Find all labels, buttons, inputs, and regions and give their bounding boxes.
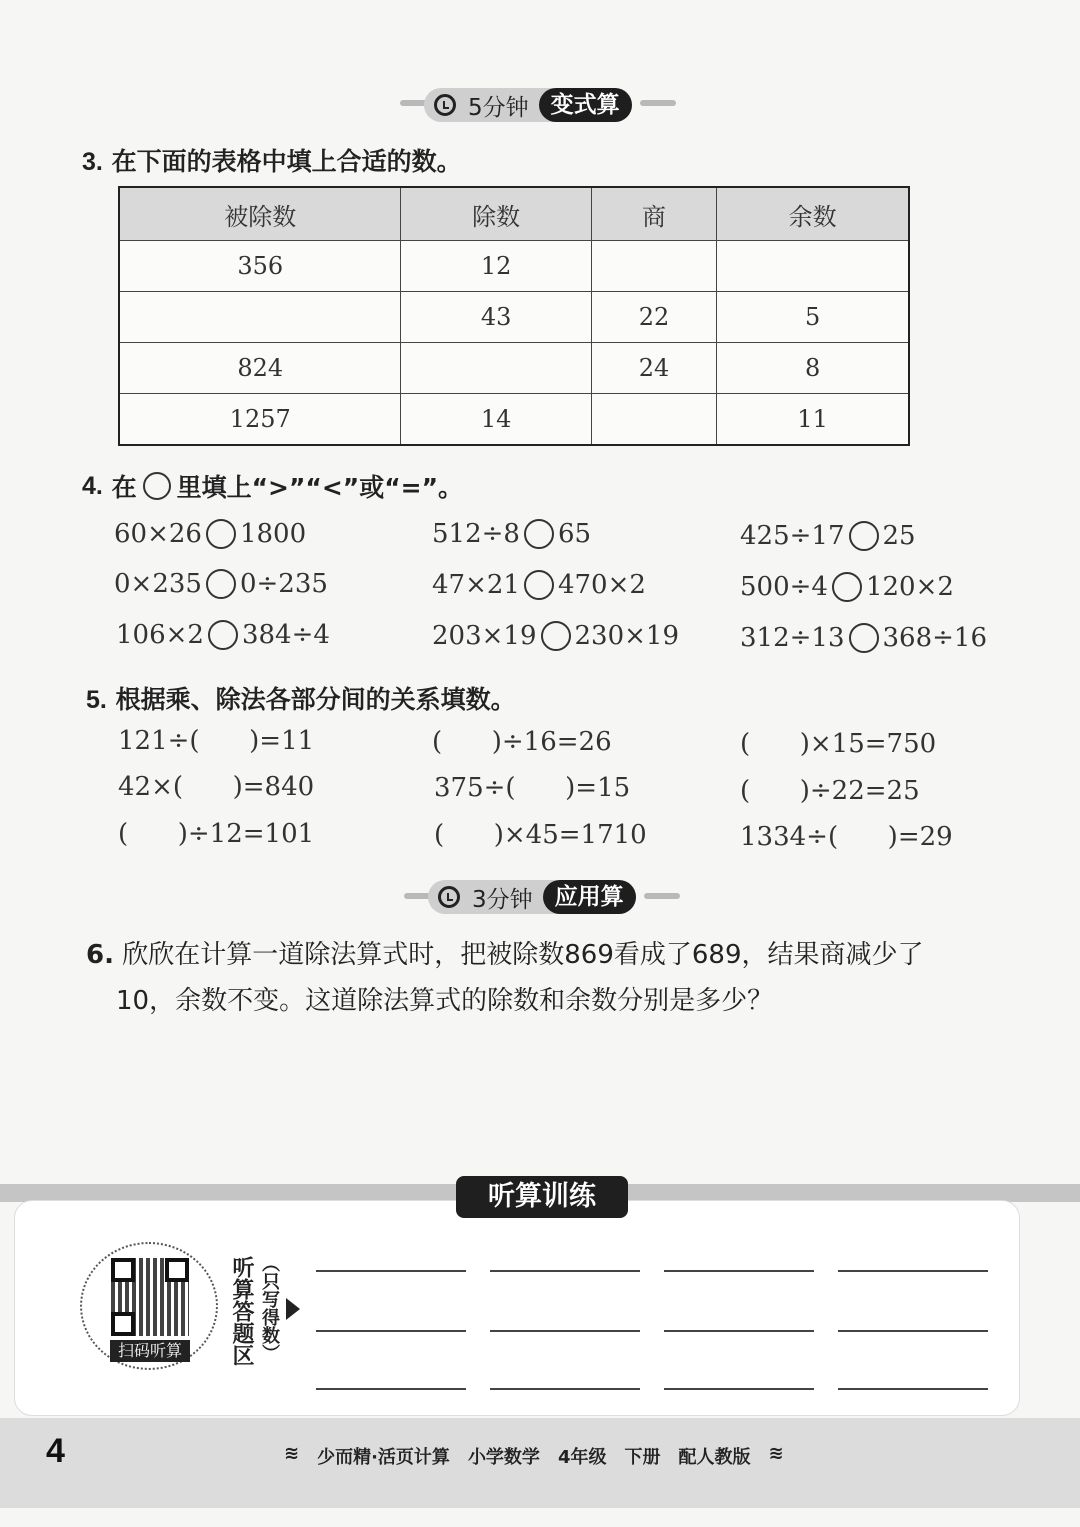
compare-item: 47×21 470×2 — [432, 570, 646, 600]
section-header-application — [428, 880, 636, 914]
answer-circle[interactable] — [208, 620, 238, 650]
circle-icon — [143, 472, 171, 500]
fill-blank-item[interactable]: 121÷( )=11 — [118, 726, 315, 756]
clock-icon — [438, 886, 460, 908]
division-table — [118, 186, 910, 446]
fill-blank-item[interactable]: 42×( )=840 — [118, 772, 315, 802]
footer-grade: 4年级 — [557, 1447, 607, 1468]
answer-line[interactable] — [838, 1388, 988, 1390]
fill-blank-item[interactable]: ( )÷22=25 — [740, 776, 920, 806]
footer-subject: 小学数学 — [467, 1447, 540, 1468]
qr-corner — [165, 1258, 189, 1282]
section-tag: 应用算 — [543, 880, 636, 914]
answer-circle[interactable] — [524, 519, 554, 549]
compare-item: 60×26 1800 — [114, 519, 307, 549]
table-cell[interactable] — [717, 241, 909, 292]
section-header-variant — [424, 88, 632, 122]
table-cell[interactable]: 356 — [119, 241, 401, 292]
table-row — [119, 343, 909, 394]
answer-line[interactable] — [490, 1270, 640, 1272]
answer-line[interactable] — [490, 1388, 640, 1390]
table-cell[interactable]: 22 — [591, 292, 716, 343]
answer-line[interactable] — [316, 1330, 466, 1332]
table-cell[interactable]: 11 — [717, 394, 909, 446]
table-header: 除数 — [401, 187, 591, 241]
fill-blank-item[interactable]: 375÷( )=15 — [434, 773, 631, 803]
table-cell[interactable] — [591, 241, 716, 292]
compare-item: 0×235 0÷235 — [114, 569, 328, 599]
answer-line[interactable] — [490, 1330, 640, 1332]
compare-item: 512÷8 65 — [432, 519, 592, 549]
answer-circle[interactable] — [206, 519, 236, 549]
section-time: 3分钟 — [472, 886, 533, 913]
wave-icon: ≋ — [284, 1443, 300, 1464]
table-cell[interactable]: 24 — [591, 343, 716, 394]
question-6: 6. 欣欣在计算一道除法算式时，把被除数869看成了689，结果商减少了 10，余数不变。这道除法算式的除数和余数分别是多少？ — [86, 940, 924, 1016]
listening-title: 听算训练 — [456, 1176, 628, 1218]
table-cell[interactable]: 14 — [401, 394, 591, 446]
answer-line[interactable] — [838, 1270, 988, 1272]
table-cell[interactable]: 12 — [401, 241, 591, 292]
table-cell[interactable] — [591, 394, 716, 446]
answer-circle[interactable] — [541, 621, 571, 651]
answer-circle[interactable] — [849, 521, 879, 551]
clock-icon — [434, 94, 456, 116]
table-header: 被除数 — [119, 187, 401, 241]
answer-line[interactable] — [316, 1388, 466, 1390]
compare-item: 106×2 384÷4 — [116, 620, 330, 650]
answer-line[interactable] — [838, 1330, 988, 1332]
compare-item: 425÷17 25 — [740, 521, 916, 551]
table-header: 商 — [591, 187, 716, 241]
table-row — [119, 394, 909, 446]
answer-area-note: （只写得数） — [259, 1254, 280, 1362]
table-row — [119, 292, 909, 343]
section-divider-right — [640, 100, 676, 106]
table-cell[interactable]: 43 — [401, 292, 591, 343]
answer-circle[interactable] — [206, 569, 236, 599]
answer-circle[interactable] — [524, 570, 554, 600]
table-cell[interactable]: 1257 — [119, 394, 401, 446]
fill-blank-item[interactable]: 1334÷( )=29 — [740, 822, 953, 852]
page-number: 4 — [46, 1432, 65, 1470]
fill-blank-item[interactable]: ( )÷12=101 — [118, 819, 315, 849]
question-3-title: 3. 在下面的表格中填上合适的数。 — [82, 147, 462, 176]
table-row — [119, 241, 909, 292]
question-4-title: 4. 在 里填上“>”“<”或“=”。 — [82, 471, 464, 502]
footer-volume: 下册 — [624, 1447, 661, 1468]
table-cell[interactable]: 5 — [717, 292, 909, 343]
fill-blank-item[interactable]: ( )×15=750 — [740, 729, 937, 759]
footer-edition: 配人教版 — [678, 1447, 751, 1468]
wave-icon: ≋ — [768, 1443, 784, 1464]
table-cell[interactable]: 8 — [717, 343, 909, 394]
question-5-title: 5. 根据乘、除法各部分间的关系填数。 — [86, 685, 516, 714]
answer-circle[interactable] — [832, 572, 862, 602]
compare-item: 500÷4 120×2 — [740, 572, 954, 602]
answer-line[interactable] — [316, 1270, 466, 1272]
qr-label: 扫码听算 — [110, 1340, 190, 1362]
footer-info — [284, 1443, 804, 1469]
fill-blank-item[interactable]: ( )×45=1710 — [434, 820, 647, 850]
fill-blank-item[interactable]: ( )÷16=26 — [432, 727, 612, 757]
answer-circle[interactable] — [849, 623, 879, 653]
table-cell[interactable]: 824 — [119, 343, 401, 394]
section-time: 5分钟 — [468, 94, 529, 121]
table-cell[interactable] — [119, 292, 401, 343]
compare-item: 312÷13 368÷16 — [740, 623, 987, 653]
answer-line[interactable] — [664, 1388, 814, 1390]
compare-item: 203×19 230×19 — [432, 621, 679, 651]
arrow-right-icon — [286, 1298, 300, 1320]
section-tag: 变式算 — [539, 88, 632, 122]
answer-line[interactable] — [664, 1330, 814, 1332]
footer-series: 少而精·活页计算 — [317, 1447, 450, 1468]
answer-line[interactable] — [664, 1270, 814, 1272]
table-header: 余数 — [717, 187, 909, 241]
answer-area-label: 听算答题区 — [229, 1256, 254, 1366]
table-cell[interactable] — [401, 343, 591, 394]
qr-corner — [111, 1312, 135, 1336]
qr-corner — [111, 1258, 135, 1282]
section-divider-right — [644, 893, 680, 899]
